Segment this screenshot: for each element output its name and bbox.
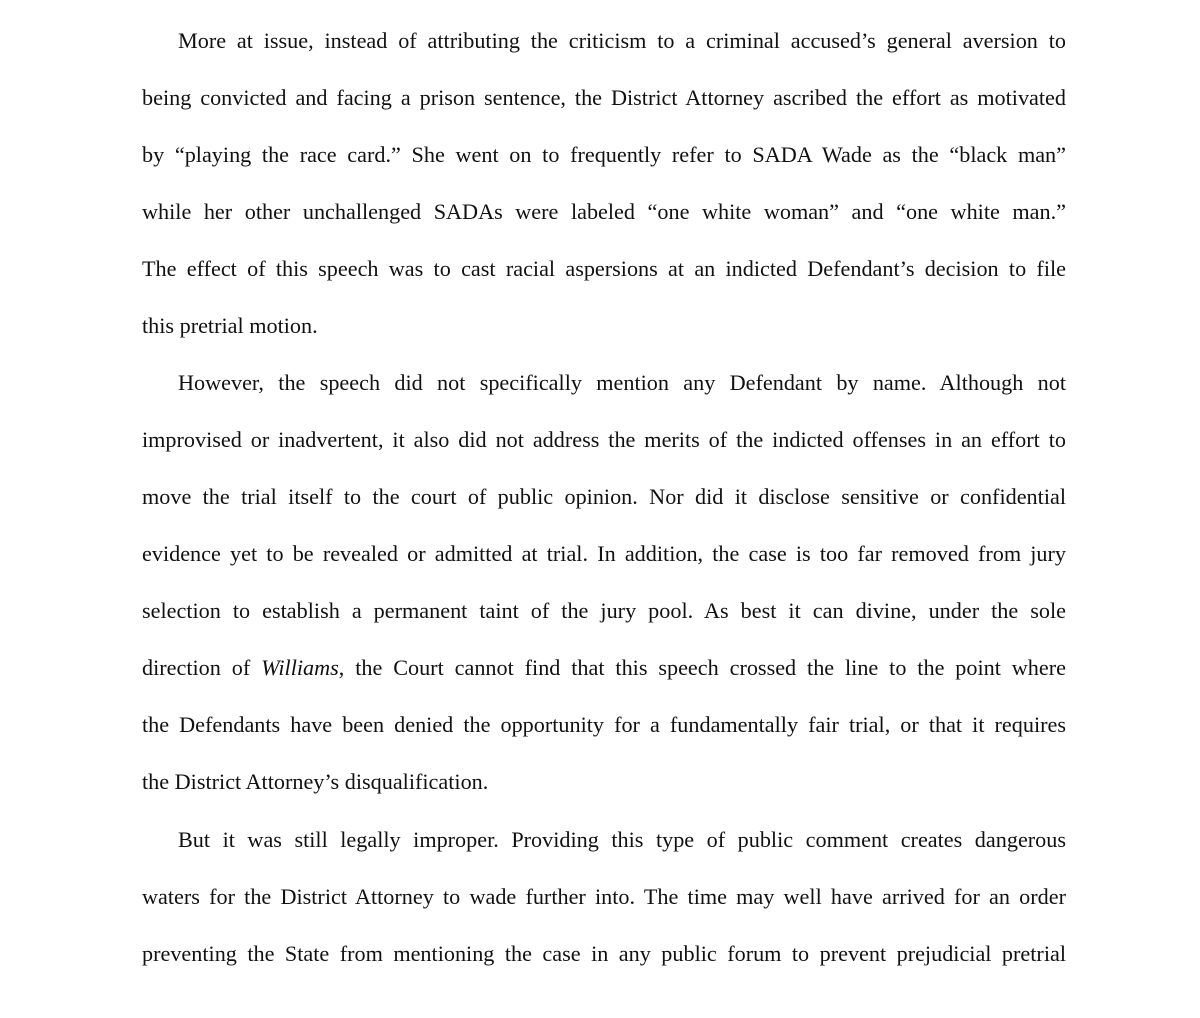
paragraph-line: But it was still legally improper. Providing this type of public comment creates dangerous xyxy=(178,827,1066,852)
paragraph-line: waters for the District Attorney to wade further into. The time may well have arrived for an order xyxy=(142,884,1066,909)
paragraph-line: move the trial itself to the court of public opinion. Nor did it disclose sensitive or confidential xyxy=(142,484,1066,509)
paragraph-line: the Defendants have been denied the opportunity for a fundamentally fair trial, or that it requires xyxy=(142,712,1066,737)
paragraph-line: being convicted and facing a prison sentence, the District Attorney ascribed the effort as motivated xyxy=(142,85,1066,110)
paragraph-line: improvised or inadvertent, it also did not address the merits of the indicted offenses in an effort to xyxy=(142,427,1066,452)
line-text: , the Court cannot find that this speech crossed the line to the point where xyxy=(338,655,1066,680)
paragraph-line: evidence yet to be revealed or admitted at trial. In addition, the case is too far removed from jury xyxy=(142,541,1066,566)
paragraph-line: The effect of this speech was to cast racial aspersions at an indicted Defendant’s decision to file xyxy=(142,256,1066,281)
paragraph-line: preventing the State from mentioning the case in any public forum to prevent prejudicial pretrial xyxy=(142,941,1066,966)
paragraph-line: selection to establish a permanent taint of the jury pool. As best it can divine, under the sole xyxy=(142,598,1066,623)
paragraph-line: More at issue, instead of attributing the criticism to a criminal accused’s general aversion to xyxy=(178,28,1066,53)
paragraph-line: this pretrial motion. xyxy=(142,313,318,338)
paragraph-line: by “playing the race card.” She went on to frequently refer to SADA Wade as the “black man” xyxy=(142,142,1066,167)
line-text: direction of xyxy=(142,655,262,680)
case-citation: Williams xyxy=(261,655,339,680)
paragraph-line: while her other unchallenged SADAs were labeled “one white woman” and “one white man.” xyxy=(142,199,1066,224)
paragraph-line: the District Attorney’s disqualification. xyxy=(142,769,489,794)
paragraph-line: However, the speech did not specifically mention any Defendant by name. Although not xyxy=(178,370,1066,395)
paragraph-line-with-citation xyxy=(142,653,1066,683)
